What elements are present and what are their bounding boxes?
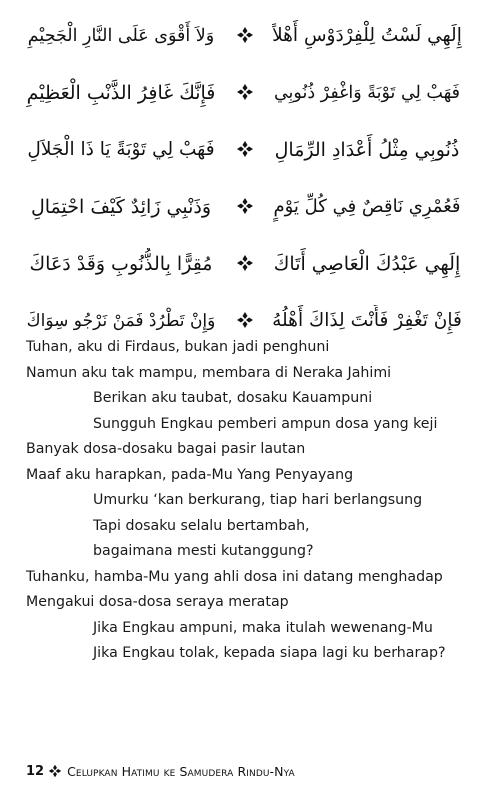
four-diamond-ornament-icon — [236, 140, 254, 158]
translation-line: bagaimana mesti kutanggung? — [93, 543, 314, 559]
translation-line: Jika Engkau ampuni, maka itulah wewenang-Mu — [93, 619, 433, 636]
translation-line: Namun aku tak mampu, membara di Neraka Jahimi — [26, 364, 392, 381]
four-diamond-ornament-icon — [236, 83, 254, 101]
verse-first-hemistich: ذُنُوبِي مِثْلُ أَعْدَادِ الرِّمَالِ — [274, 139, 460, 161]
translation-line: Mengakui dosa-dosa seraya meratap — [26, 594, 289, 610]
verse-first-hemistich: فَهَبْ لِي تَوْبَةً وَاغْفِرْ ذُنُوبِي — [273, 83, 461, 103]
four-diamond-ornament-icon — [236, 254, 254, 272]
translation-line: Maaf aku harapkan, pada-Mu Yang Penyayang — [26, 466, 354, 483]
four-diamond-ornament-icon — [48, 764, 62, 778]
verse-second-hemistich: مُقِرًّا بِالذُّنُوبِ وَقَدْ دَعَاكَ — [29, 253, 213, 275]
translation-line: Jika Engkau tolak, kepada siapa lagi ku berharap? — [93, 645, 446, 661]
indonesian-translation — [26, 338, 462, 670]
four-diamond-ornament-icon — [236, 311, 254, 329]
four-diamond-ornament-icon — [236, 26, 254, 44]
translation-line: Berikan aku taubat, dosaku Kauampuni — [93, 390, 373, 406]
verse-row — [26, 126, 462, 183]
verse-first-hemistich: إِلَهِي لَسْتُ لِلْفِرْدَوْسِ أَهْلاً — [272, 25, 462, 46]
verse-row — [26, 12, 462, 69]
verse-row — [26, 69, 462, 126]
translation-line: Banyak dosa-dosaku bagai pasir lautan — [26, 441, 306, 457]
verse-row — [26, 183, 462, 240]
verse-second-hemistich: وَذَنْبِي زَائِدٌ كَيْفَ احْتِمَالِ — [30, 196, 212, 218]
book-title: Celupkan Hatimu ke Samudera Rindu-Nya — [67, 763, 295, 779]
translation-line: Tuhan, aku di Firdaus, bukan jadi penghuni — [26, 339, 330, 355]
translation-line: Tuhanku, hamba-Mu yang ahli dosa ini datang menghadap — [26, 568, 443, 585]
verse-second-hemistich: وَلاَ أَقْوَى عَلَى النَّارِ الْجَحِيْمِ — [27, 26, 215, 46]
verse-first-hemistich: فَإِنْ تَغْفِرْ فَأَنْتَ لِذَاكَ أَهْلُهُ — [272, 310, 462, 331]
verse-first-hemistich: فَعُمْرِي نَاقِصٌ فِي كُلِّ يَوْمٍ — [273, 196, 461, 217]
verse-second-hemistich: وَإِنْ تَطْرُدْ فَمَنْ نَرْجُو سِوَاكَ — [26, 311, 216, 331]
verse-second-hemistich: فَإِنَّكَ غَافِرُ الذَّنْبِ الْعَظِيْمِ — [26, 82, 216, 104]
page-number: 12 — [26, 763, 45, 779]
translation-line: Sungguh Engkau pemberi ampun dosa yang keji — [93, 415, 438, 432]
page-footer — [26, 761, 295, 781]
four-diamond-ornament-icon — [236, 197, 254, 215]
verse-first-hemistich: إِلَهِي عَبْدُكَ الْعَاصِي أَتَاكَ — [273, 253, 461, 275]
verse-row — [26, 240, 462, 297]
translation-line: Tapi dosaku selalu bertambah, — [93, 517, 310, 534]
translation-line: Umurku ‘kan berkurang, tiap hari berlangsung — [93, 492, 423, 508]
arabic-verses — [26, 12, 462, 354]
verse-second-hemistich: فَهَبْ لِي تَوْبَةً يَا ذَا الْجَلاَلِ — [27, 139, 215, 160]
